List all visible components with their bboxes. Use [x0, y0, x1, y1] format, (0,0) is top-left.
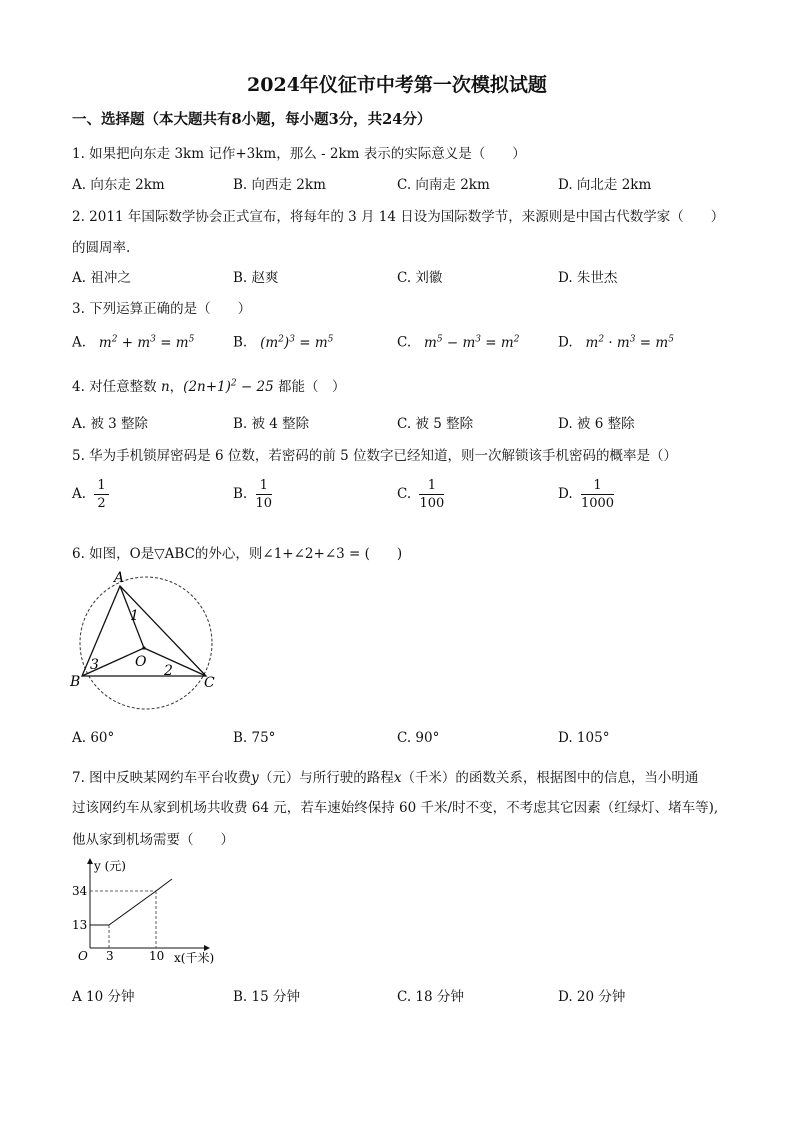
page-title: 2024年仪征市中考第一次模拟试题: [247, 74, 547, 96]
q7-option-a[interactable]: A 10 分钟: [72, 989, 135, 1005]
fare-graph: [70, 856, 230, 968]
q1-option-d[interactable]: D. 向北走 2km: [558, 177, 652, 193]
angle-symbol: ∠: [324, 546, 337, 562]
q7-option-c[interactable]: C. 18 分钟: [397, 989, 464, 1005]
stem-text: 1+: [273, 546, 294, 562]
y-axis-arrow: [87, 858, 93, 864]
label-b: B: [70, 674, 81, 690]
fare-line: [90, 879, 172, 925]
option-label: A.: [72, 486, 87, 502]
q1-option-c[interactable]: C. 向南走 2km: [397, 177, 490, 193]
stem-text: 4. 对任意整数: [72, 379, 157, 395]
label-a: A: [114, 570, 125, 586]
q3-option-a[interactable]: [72, 334, 194, 351]
formula: $m^2 \cdot m^3 = m^5$: [576, 334, 674, 351]
q2-option-a[interactable]: A. 祖冲之: [72, 270, 131, 286]
angle-label-2: 2: [164, 663, 173, 679]
option-label: B.: [233, 486, 248, 502]
formula: $(2n+1)^2 - 25$: [183, 378, 274, 395]
q3-option-d[interactable]: [558, 334, 674, 351]
fraction: $\frac{1}{1000}$: [580, 478, 615, 511]
question-4-stem: 4. 对任意整数 n，$(2n+1)^2 - 25$ 都能（ ）: [72, 378, 346, 395]
q4-option-c[interactable]: C. 被 5 整除: [397, 416, 474, 432]
q1-option-b[interactable]: B. 向西走 2km: [233, 177, 326, 193]
q5-option-d[interactable]: [558, 478, 614, 511]
section-heading: 一、选择题（本大题共有8小题，每小题3分，共24分）: [72, 111, 432, 128]
question-5-stem: 5. 华为手机锁屏密码是 6 位数，若密码的前 5 位数字已经知道，则一次解锁该手机密码的概率是（）: [72, 448, 678, 464]
stem-text: ABC的外心，则: [164, 546, 263, 562]
question-1-stem: 1. 如果把向东走 3km 记作+3km，那么 - 2km 表示的实际意义是（ ）: [72, 146, 526, 162]
label-c: C: [204, 675, 215, 691]
point-o: [142, 646, 145, 649]
stem-text: （千米）的函数关系，根据图中的信息，当小明通: [401, 770, 699, 786]
question-7-line-2: 过该网约车从家到机场共收费 64 元，若车速始终保持 60 千米/时不变，不考虑其它因素（红绿灯、堵车等),: [72, 800, 719, 816]
stem-text: 6. 如图，O是: [72, 546, 155, 562]
variable-x: x: [393, 770, 402, 786]
q3-option-c[interactable]: [397, 334, 519, 351]
formula: $m^5 - m^3 = m^2$: [415, 334, 520, 351]
q7-option-b[interactable]: B. 15 分钟: [233, 989, 300, 1005]
q6-option-c[interactable]: C. 90°: [397, 730, 440, 746]
stem-text: （元）与所行驶的路程: [258, 770, 394, 786]
q4-option-d[interactable]: D. 被 6 整除: [558, 416, 635, 432]
question-7-line-1: [72, 766, 698, 786]
angle-symbol: ∠: [293, 546, 305, 562]
circumcircle: [80, 577, 212, 709]
origin-label: O: [78, 949, 88, 963]
angle-symbol: ∠: [262, 546, 274, 562]
q6-option-d[interactable]: D. 105°: [558, 730, 610, 746]
q2-option-b[interactable]: B. 赵爽: [233, 270, 279, 286]
formula: n: [160, 379, 170, 395]
y-tick-13: 13: [72, 918, 88, 932]
option-label: C.: [397, 486, 412, 502]
triangle-symbol: ▽: [154, 546, 165, 562]
y-axis-label: y (元): [94, 859, 126, 873]
stem-text: 7. 图中反映某网约车平台收费: [72, 770, 252, 786]
y-tick-34: 34: [72, 884, 88, 898]
x-tick-3: 3: [106, 949, 114, 963]
angle-label-3: 3: [90, 657, 99, 673]
circumcircle-figure: [68, 568, 228, 723]
fraction: $\frac{1}{2}$: [94, 478, 108, 511]
stem-text: 2+: [304, 546, 325, 562]
question-6-stem: [72, 542, 402, 562]
angle-label-1: 1: [130, 608, 139, 624]
q4-option-b[interactable]: B. 被 4 整除: [233, 416, 310, 432]
q1-option-a[interactable]: A. 向东走 2km: [72, 177, 165, 193]
formula: $(m^2)^3 = m^5$: [251, 334, 334, 351]
question-3-stem: 3. 下列运算正确的是（ ）: [72, 301, 252, 317]
fraction: $\frac{1}{10}$: [255, 478, 273, 511]
option-label: D.: [558, 486, 573, 502]
x-tick-10: 10: [149, 949, 165, 963]
q6-option-a[interactable]: A. 60°: [72, 730, 115, 746]
variable-y: y: [251, 770, 259, 786]
option-label: D.: [558, 334, 573, 351]
q2-option-c[interactable]: C. 刘徽: [397, 270, 443, 286]
q2-option-d[interactable]: D. 朱世杰: [558, 270, 618, 286]
option-label: B.: [233, 334, 248, 351]
x-axis-label: x(千米): [174, 951, 215, 965]
question-2-stem-cont: 的圆周率.: [72, 240, 131, 256]
formula: $m^2 + m^3 = m^5$: [90, 334, 195, 351]
option-label: C.: [397, 334, 412, 351]
q5-option-c[interactable]: [397, 478, 444, 511]
q6-option-b[interactable]: B. 75°: [233, 730, 276, 746]
stem-text: 都能（ ）: [278, 379, 346, 395]
q5-option-a[interactable]: [72, 478, 109, 511]
fraction: $\frac{1}{100}$: [419, 478, 445, 511]
q4-option-a[interactable]: A. 被 3 整除: [72, 416, 149, 432]
q7-option-d[interactable]: D. 20 分钟: [558, 989, 626, 1005]
question-2-stem: 2. 2011 年国际数学协会正式宣布，将每年的 3 月 14 日设为国际数学节，来源则是中国古代数学家（ ）: [72, 209, 725, 225]
segment-oc: [144, 648, 206, 676]
option-label: A.: [72, 334, 87, 351]
label-o: O: [135, 654, 147, 670]
stem-text: 3 = ( ): [336, 546, 403, 562]
question-7-line-3: 他从家到机场需要（ ）: [72, 832, 234, 848]
q5-option-b[interactable]: [233, 478, 272, 511]
q3-option-b[interactable]: [233, 334, 333, 351]
